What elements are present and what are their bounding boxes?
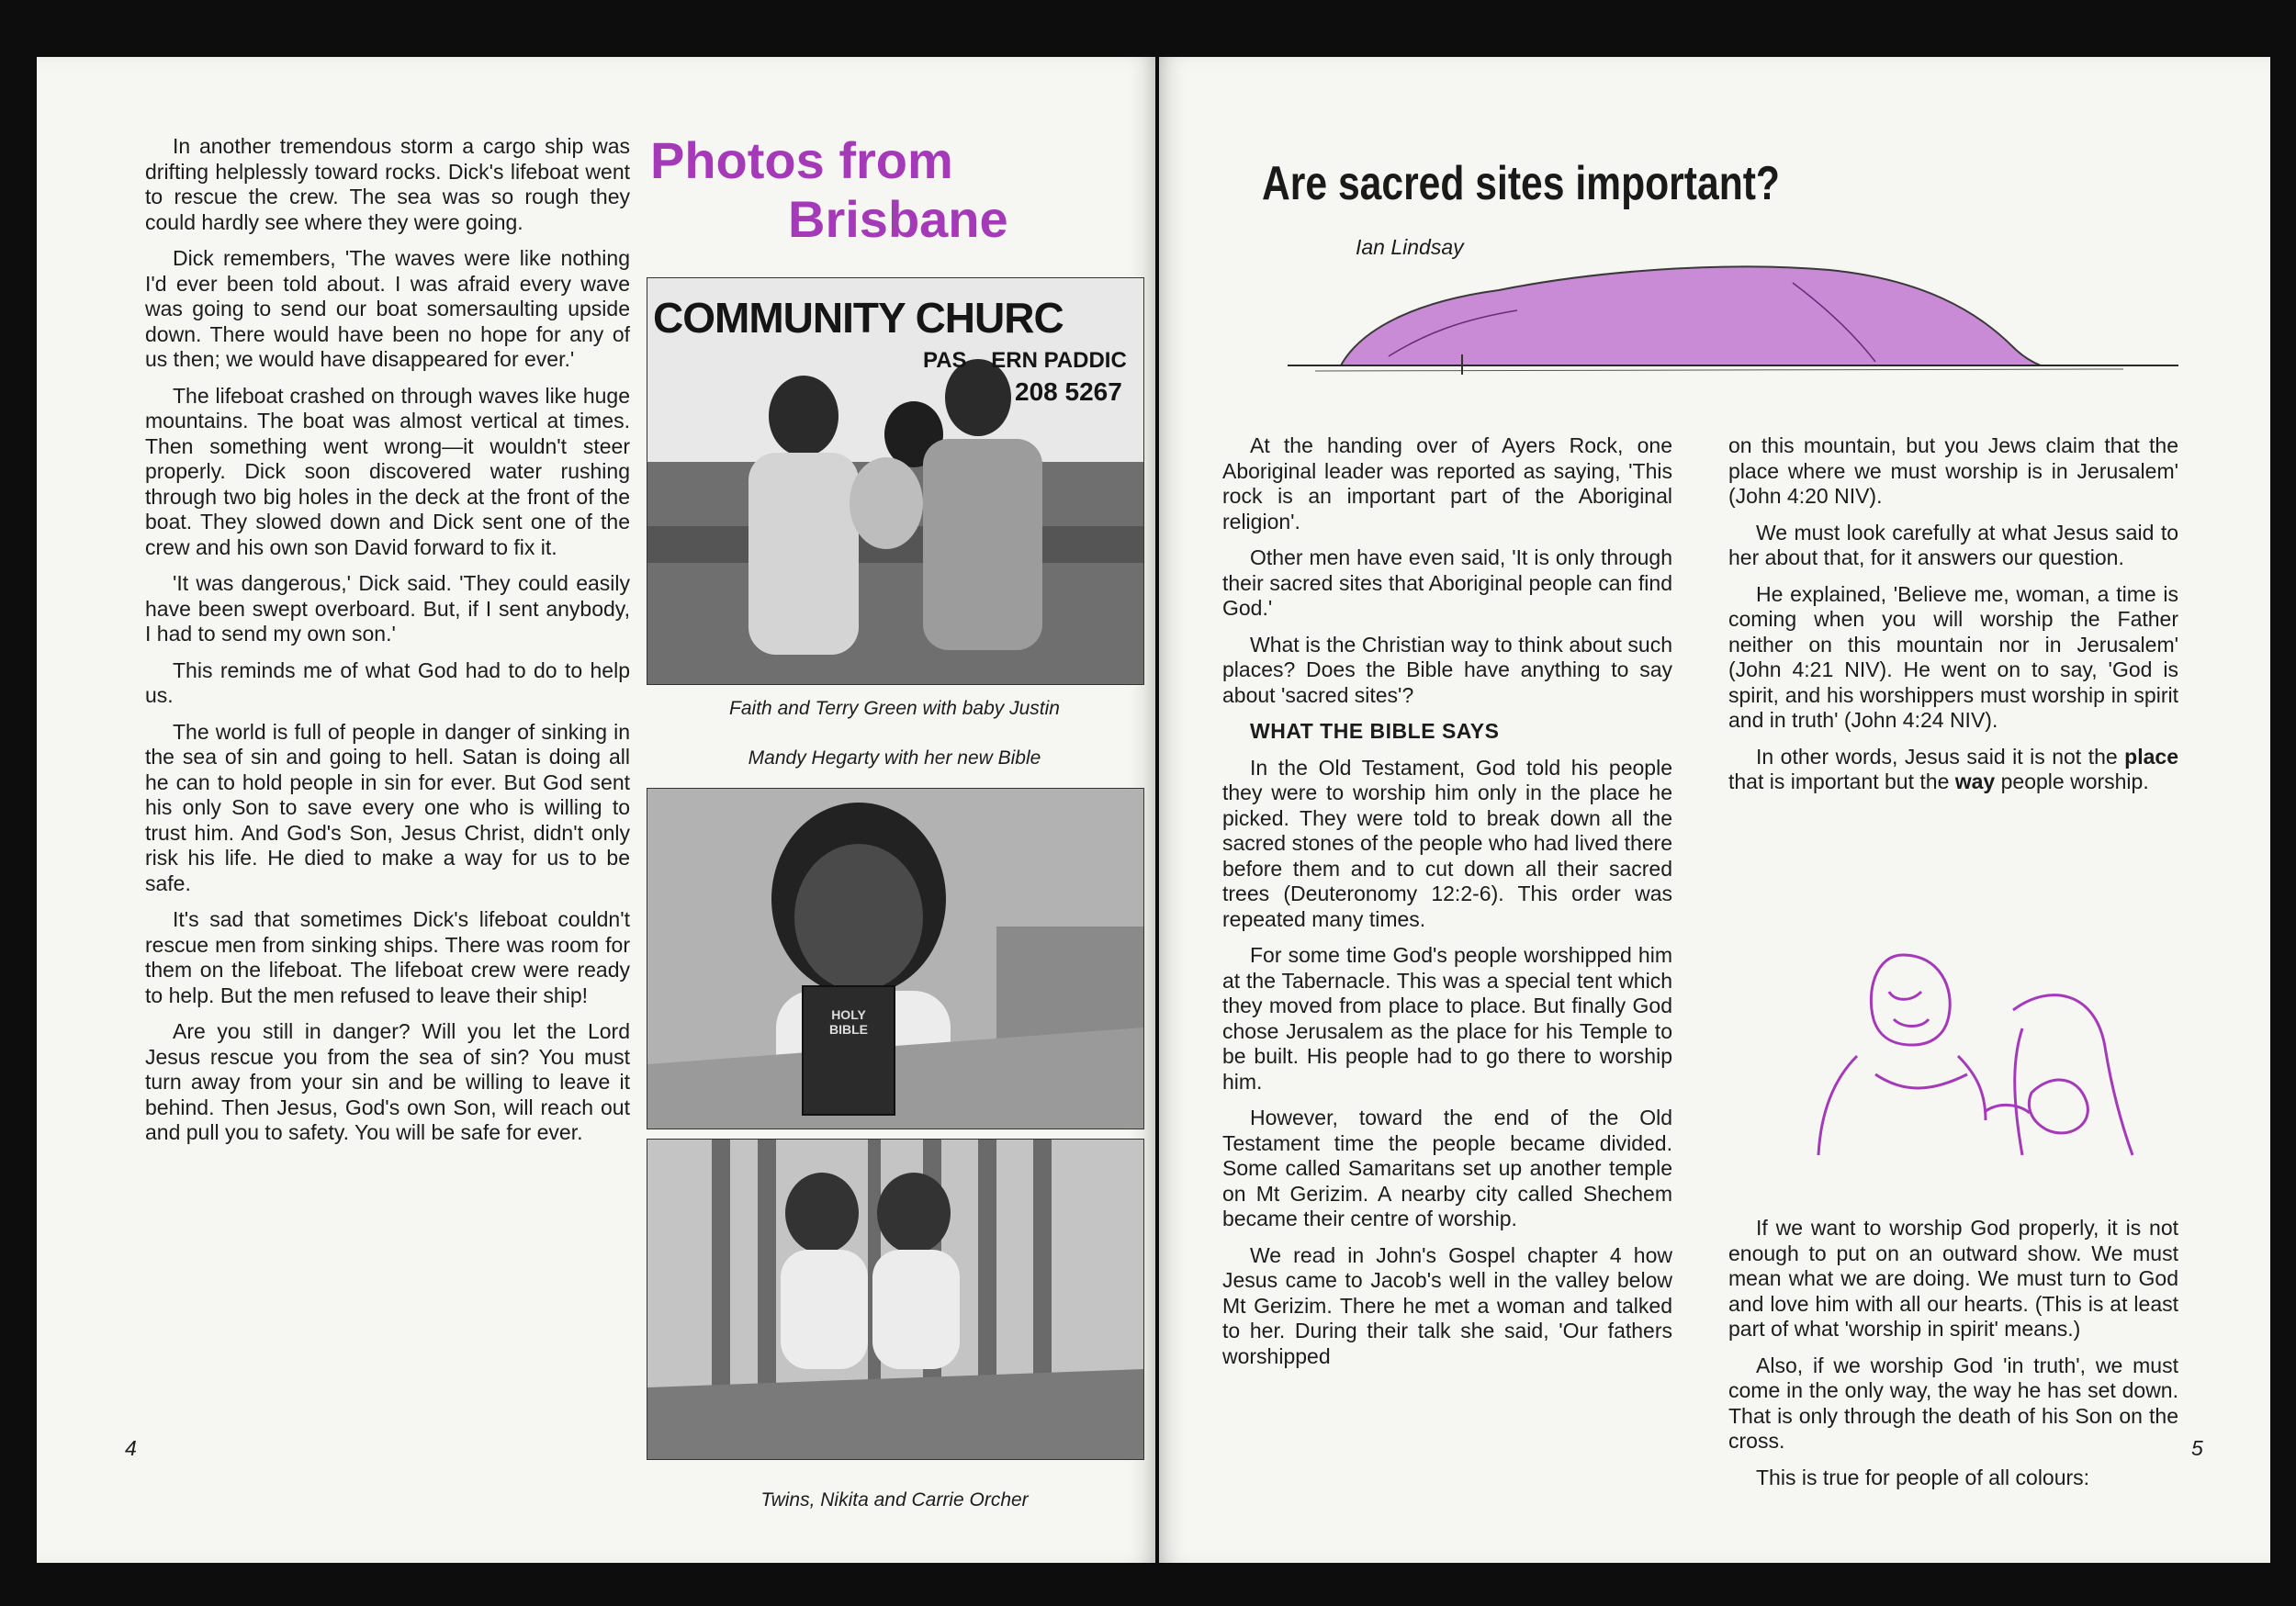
photo-caption-mandy: Mandy Hegarty with her new Bible bbox=[748, 747, 1041, 769]
text-run: people worship. bbox=[1995, 769, 2149, 793]
paragraph: It's sad that sometimes Dick's lifeboat couldn't rescue men from sinking ships. There was room for them on the lifeboat. The lifeboat crew were ready to help. But the men refused to leave their ship! bbox=[145, 907, 630, 1007]
photo-caption-green-family: Faith and Terry Green with baby Justin bbox=[729, 698, 1060, 719]
lifeboat-story-column bbox=[145, 134, 630, 1157]
jesus-and-woman-illustration bbox=[1802, 937, 2151, 1157]
paragraph: Also, if we worship God 'in truth', we must come in the only way, the way he has set down. That is only through the death of his Son on the cross. bbox=[1728, 1353, 2178, 1453]
article-column-1 bbox=[1222, 433, 1672, 1380]
photos-title-line1: Photos from bbox=[650, 131, 953, 189]
ayers-rock-illustration bbox=[1278, 246, 2178, 375]
bible-label: HOLY BIBLE bbox=[829, 1007, 868, 1037]
paragraph: The lifeboat crashed on through waves like huge mountains. The boat was almost vertical at times. Then something went wrong—it wouldn't steer properly. Dick soon discovered water rushing through two big holes in the deck at the front of the boat. They slowed down and Dick sent one of the crew and his own son David forward to fix it. bbox=[145, 383, 630, 559]
rock-shape bbox=[1341, 266, 2041, 365]
text-run: In other words, Jesus said it is not the bbox=[1756, 744, 2125, 769]
left-page bbox=[37, 57, 1155, 1563]
paragraph: This is true for people of all colours: bbox=[1756, 1465, 2090, 1489]
paragraph: We read in John's Gospel chapter 4 how Jesus came to Jacob's well in the valley below Mt Gerizim. There he met a woman and talked to her. During their talk she said, 'Our fathers worshipped bbox=[1222, 1242, 1672, 1368]
page-number: 4 bbox=[125, 1436, 137, 1460]
emphasis-place: place bbox=[2124, 744, 2178, 769]
paragraph: He explained, 'Believe me, woman, a time is coming when you will worship the Father neither on this mountain nor in Jerusalem' (John 4:21 NIV). He went on to say, 'God is spirit, and his worshippers must worship in spirit and in truth' (John 4:24 NIV). bbox=[1728, 581, 2178, 732]
page-number: 5 bbox=[2191, 1436, 2203, 1460]
photos-title-line2: Brisbane bbox=[788, 190, 1008, 248]
photo-caption-twins: Twins, Nikita and Carrie Orcher bbox=[760, 1489, 1029, 1511]
paragraph: In another tremendous storm a cargo ship was drifting helplessly toward rocks. Dick's lifeboat went to rescue the crew. The sea was so rough they could hardly see where they were going. bbox=[145, 134, 630, 234]
photo-green-family bbox=[647, 277, 1144, 685]
photo-mandy-bible bbox=[647, 788, 1144, 1129]
sign-text-line3: 208 5267 bbox=[1015, 377, 1122, 406]
article-byline: Ian Lindsay bbox=[1356, 235, 1464, 259]
text-run: that is important but the bbox=[1728, 769, 1955, 793]
paragraph: Are you still in danger? Will you let the Lord Jesus rescue you from the sea of sin? You must turn away from your sin and be willing to leave it behind. Then Jesus, God's own Son, will reach out and pull you to safety. You will be safe for ever. bbox=[145, 1019, 630, 1144]
right-page bbox=[1159, 57, 2270, 1563]
photo-twins-image bbox=[647, 1140, 1143, 1459]
paragraph: What is the Christian way to think about such places? Does the Bible have anything to say about 'sacred sites'? bbox=[1222, 632, 1672, 707]
sign-text-line2: PAS ERN PADDIC bbox=[923, 348, 1127, 373]
paragraph: Dick remembers, 'The waves were like nothing I'd ever been told about. I was afraid every wave was going to send our boat somersaulting upside down. There would have been no hope for any of us then; we would have disappeared for ever.' bbox=[145, 246, 630, 371]
paragraph: However, toward the end of the Old Testament time the people became divided. Some called Samaritans set up another temple on Mt Gerizim. A nearby city called Shechem became their centre of worship. bbox=[1222, 1106, 1672, 1230]
photo-mandy-image bbox=[647, 789, 1143, 1129]
photo-twins bbox=[647, 1139, 1144, 1460]
section-heading: WHAT THE BIBLE SAYS bbox=[1250, 719, 1500, 743]
article-column-2-bottom bbox=[1728, 1216, 2178, 1501]
paragraph-place-way bbox=[1728, 745, 2178, 795]
bible-book bbox=[802, 985, 895, 1116]
paragraph: At the handing over of Ayers Rock, one Aboriginal leader was reported as saying, 'This rock is an important part of the Aboriginal religion'. bbox=[1222, 433, 1672, 533]
paragraph: This reminds me of what God had to do to help us. bbox=[145, 657, 630, 707]
emphasis-way: way bbox=[1954, 769, 1996, 793]
paragraph: If we want to worship God properly, it is not enough to put on an outward show. We must mean what we are doing. We must turn to God and love him with all our hearts. (This is at least part of what 'worship in spirit' means.) bbox=[1728, 1216, 2178, 1341]
paragraph: The world is full of people in danger of sinking in the sea of sin and going to hell. Satan is doing all he can to hold people in sin for ever. But God sent his only Son to save every one who is willing to trust him. And God's Son, Jesus Christ, didn't only risk his life. He died to make a way for us to be safe. bbox=[145, 719, 630, 895]
paragraph: For some time God's people worshipped him at the Tabernacle. This was a special tent which they moved from place to place. But finally God chose Jerusalem as the place for his Temple to be built. His people had to go there to worship him. bbox=[1222, 943, 1672, 1094]
paragraph: on this mountain, but you Jews claim that the place where we must worship is in Jerusalem' (John 4:20 NIV). bbox=[1728, 433, 2178, 508]
article-column-2 bbox=[1728, 433, 2178, 806]
sign-text-line1: COMMUNITY CHURC bbox=[653, 294, 1064, 342]
paragraph: In the Old Testament, God told his people they were to worship him only in the place he picked. They were told to break down all the sacred stones of the people who had lived there before them and to cut down all their sacred trees (Deuteronomy 12:2-6). This order was repeated many times. bbox=[1222, 755, 1672, 931]
paragraph: We must look carefully at what Jesus said to her about that, for it answers our question. bbox=[1728, 520, 2178, 569]
article-title: Are sacred sites important? bbox=[1262, 157, 1780, 210]
paragraph: Other men have even said, 'It is only through their sacred sites that Aboriginal people can find God.' bbox=[1222, 545, 1672, 620]
paragraph: 'It was dangerous,' Dick said. 'They could easily have been swept overboard. But, if I sent anybody, I had to send my own son.' bbox=[145, 571, 630, 646]
